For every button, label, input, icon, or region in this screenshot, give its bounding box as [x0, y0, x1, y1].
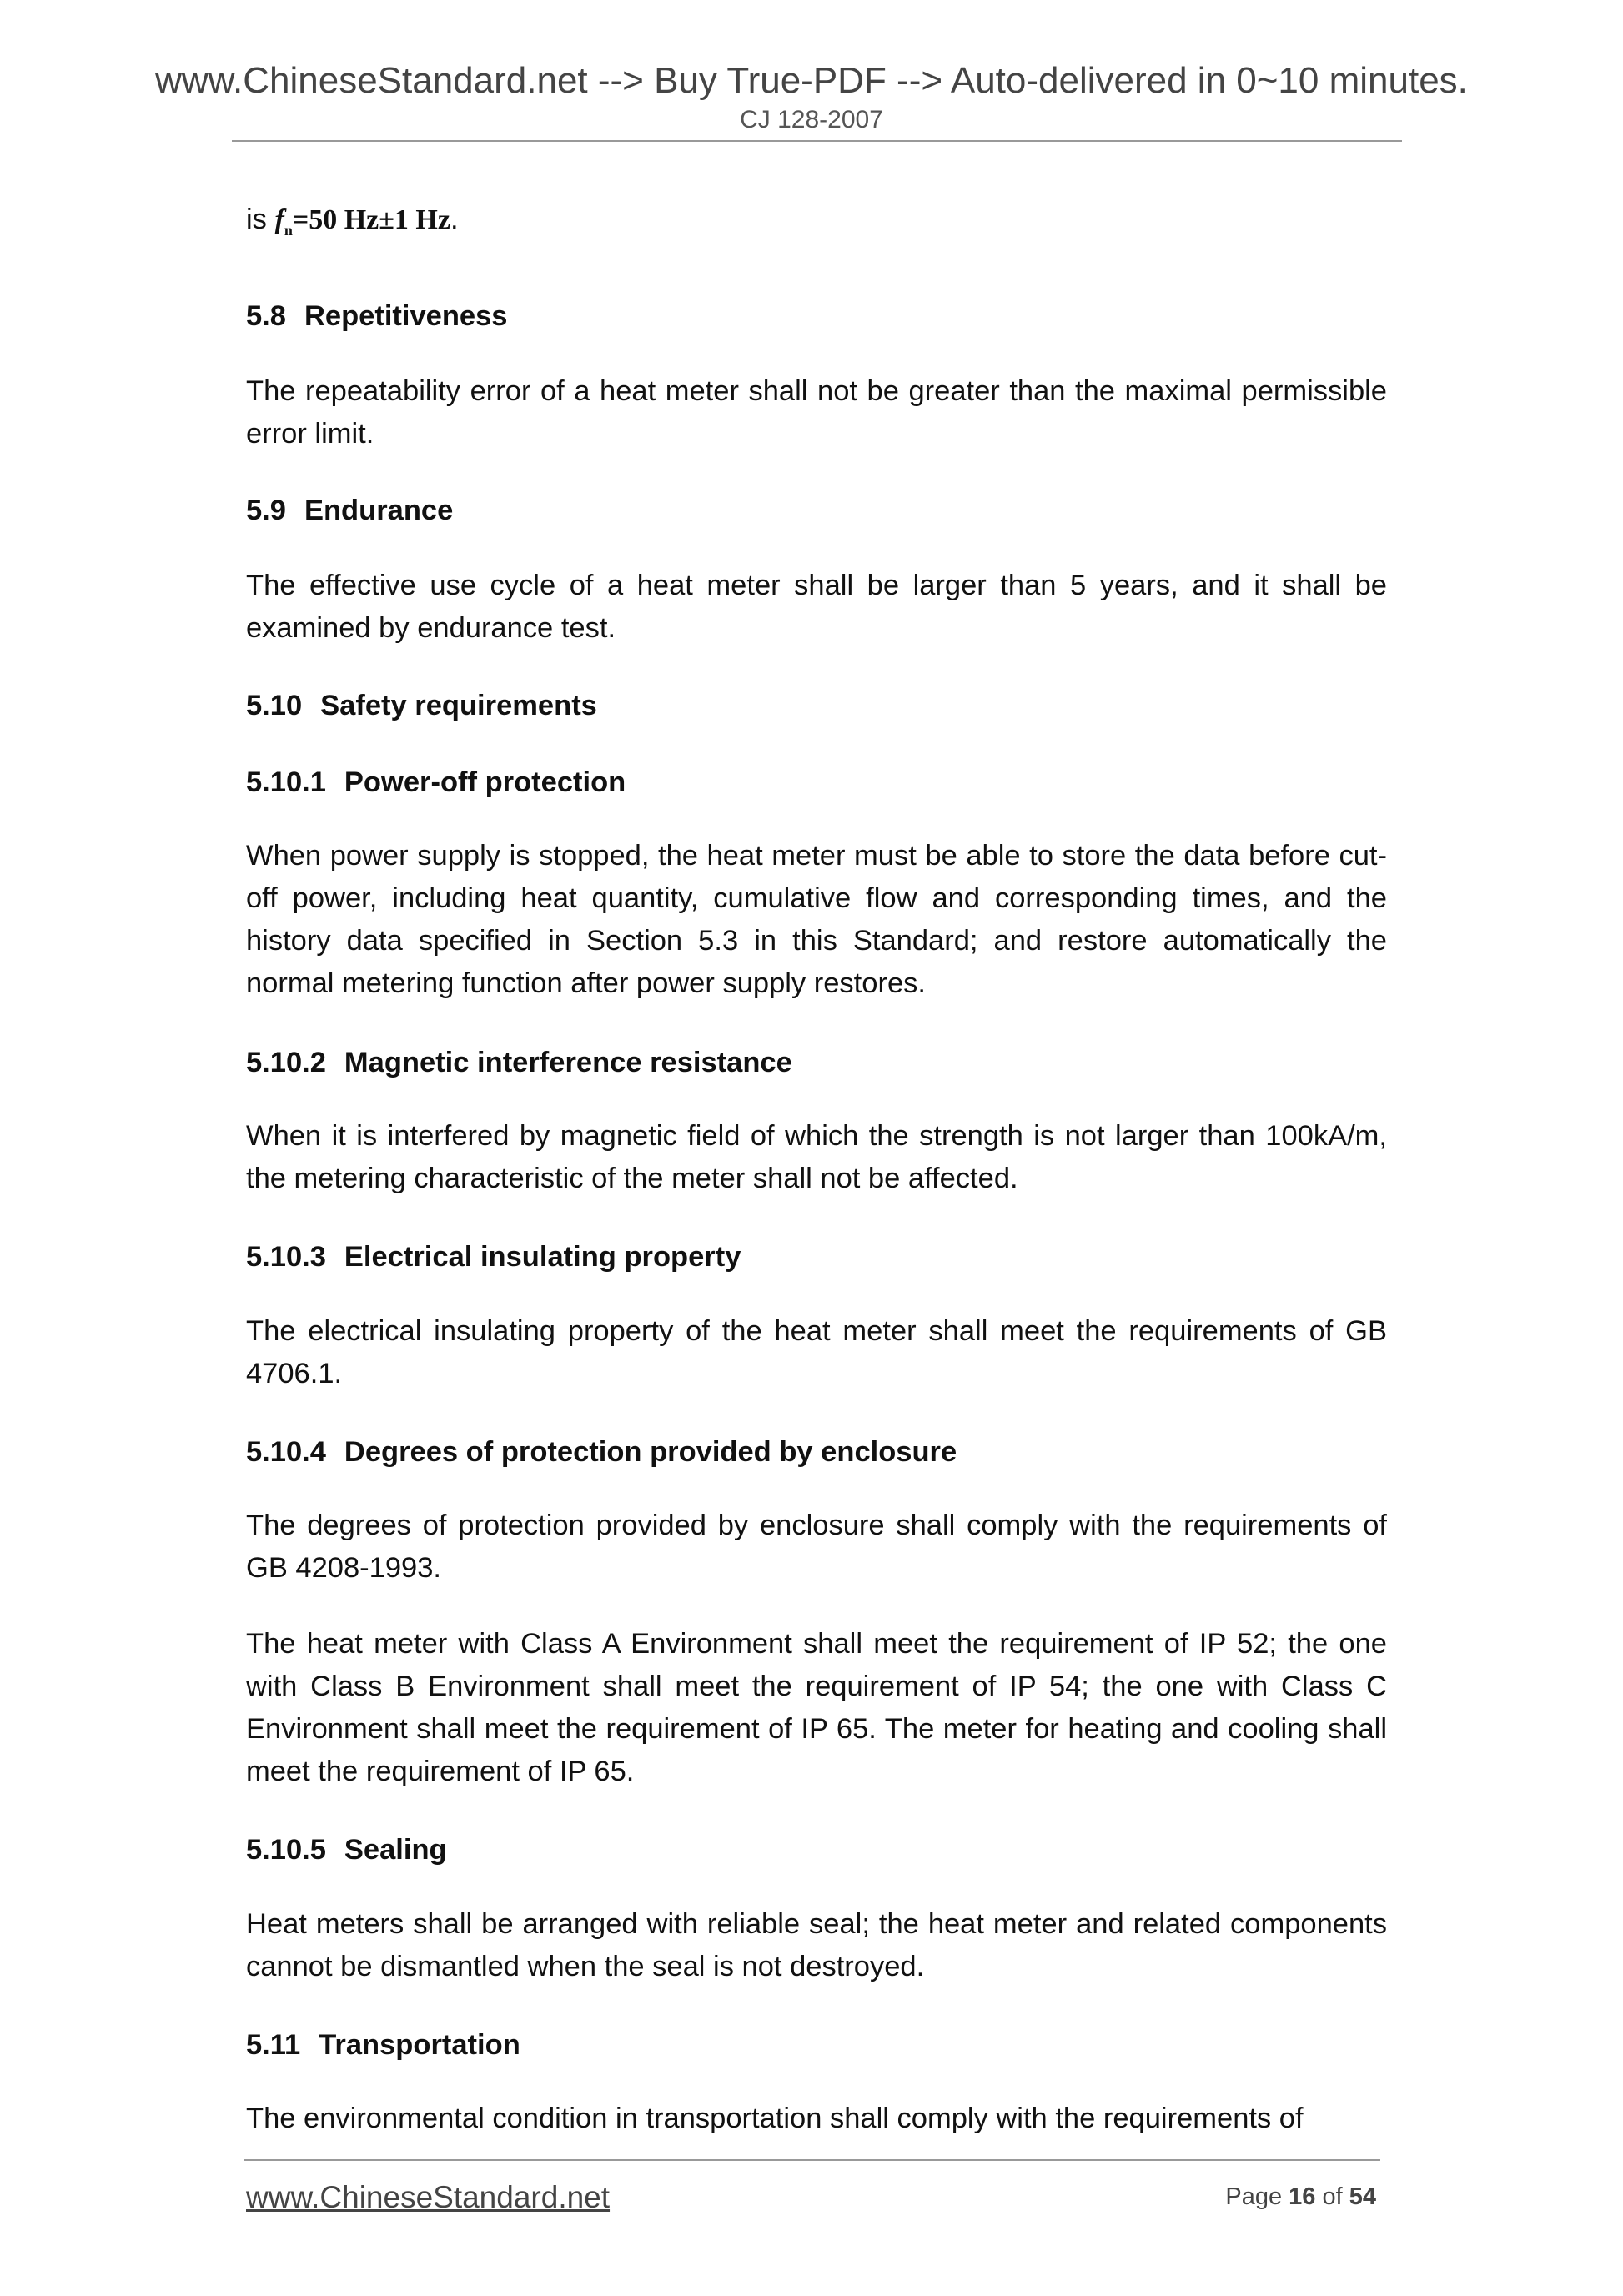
section-title: Transportation	[319, 2029, 520, 2061]
intro-prefix: is	[246, 203, 267, 235]
section-title: Electrical insulating property	[344, 1241, 741, 1273]
footer-link[interactable]: www.ChineseStandard.net	[246, 2180, 611, 2214]
section-number: 5.10.5	[246, 1834, 326, 1866]
section-title: Power-off protection	[344, 766, 626, 798]
formula-var: f	[274, 204, 284, 235]
section-number: 5.8	[246, 300, 286, 332]
section-title: Endurance	[304, 495, 454, 526]
section-number: 5.10	[246, 690, 303, 721]
paragraph: The environmental condition in transportation shall comply with the requirements of	[246, 2103, 1304, 2134]
formula-rest: =50 Hz±1 Hz	[292, 204, 450, 235]
section-number: 5.10.2	[246, 1047, 326, 1078]
section-heading	[246, 1042, 1387, 1084]
of-label: of	[1322, 2183, 1343, 2210]
section-heading	[246, 1236, 1387, 1279]
header-rule	[232, 140, 1402, 142]
paragraph: Heat meters shall be arranged with reliable seal; the heat meter and related components cannot be dismantled when the seal is not destroyed.	[246, 1908, 1387, 1982]
footer-rule	[244, 2159, 1380, 2161]
intro-line	[246, 198, 1387, 252]
paragraph: The effective use cycle of a heat meter shall be larger than 5 years, and it shall be examined by endurance test.	[246, 570, 1387, 644]
page-total: 54	[1349, 2183, 1376, 2210]
page-number: 16	[1289, 2183, 1316, 2210]
section-heading	[246, 490, 1387, 532]
paragraph: The degrees of protection provided by enclosure shall comply with the requirements of GB 4208-1993.	[246, 1510, 1387, 1584]
paragraph: The repeatability error of a heat meter shall not be greater than the maximal permissible error limit.	[246, 375, 1387, 450]
section-heading	[246, 761, 1387, 804]
paragraph: The heat meter with Class A Environment shall meet the requirement of IP 52; the one with Class B Environment shall meet the requirement of IP 54; the one with Class C Environment shall meet the requirement of IP 65. The meter for heating and cooling shall meet the requirement of IP 65.	[246, 1628, 1387, 1787]
formula-sub: n	[284, 221, 293, 239]
section-title: Safety requirements	[320, 690, 597, 721]
section-number: 5.11	[246, 2029, 301, 2061]
page-label: Page	[1225, 2183, 1283, 2210]
standard-code: CJ 128-2007	[740, 106, 883, 133]
section-title: Sealing	[344, 1834, 447, 1866]
paragraph: The electrical insulating property of the heat meter shall meet the requirements of GB 4706.1.	[246, 1315, 1387, 1389]
section-heading	[246, 2024, 1387, 2067]
section-number: 5.10.1	[246, 766, 326, 798]
section-heading	[246, 685, 1387, 727]
paragraph: When it is interfered by magnetic field of which the strength is not larger than 100kA/m, the metering characteristic of the meter shall not be affected.	[246, 1120, 1387, 1194]
section-number: 5.10.3	[246, 1241, 326, 1273]
paragraph: When power supply is stopped, the heat meter must be able to store the data before cut-off power, including heat quantity, cumulative flow and corresponding times, and the history data specified in Section 5.3 in this Standard; and restore automatically the normal metering function after power supply restores.	[246, 840, 1387, 999]
section-number: 5.9	[246, 495, 286, 526]
formula-suffix: .	[450, 203, 459, 235]
section-title: Degrees of protection provided by enclosure	[344, 1436, 957, 1468]
header-banner: www.ChineseStandard.net --> Buy True-PDF --> Auto-delivered in 0~10 minutes.	[155, 60, 1468, 101]
section-heading	[246, 1829, 1387, 1871]
section-title: Repetitiveness	[304, 300, 508, 332]
section-number: 5.10.4	[246, 1436, 326, 1468]
section-heading	[246, 295, 1387, 338]
section-heading	[246, 1431, 1387, 1474]
page-indicator	[1225, 2183, 1376, 2211]
section-title: Magnetic interference resistance	[344, 1047, 792, 1078]
frequency-formula	[274, 204, 450, 239]
